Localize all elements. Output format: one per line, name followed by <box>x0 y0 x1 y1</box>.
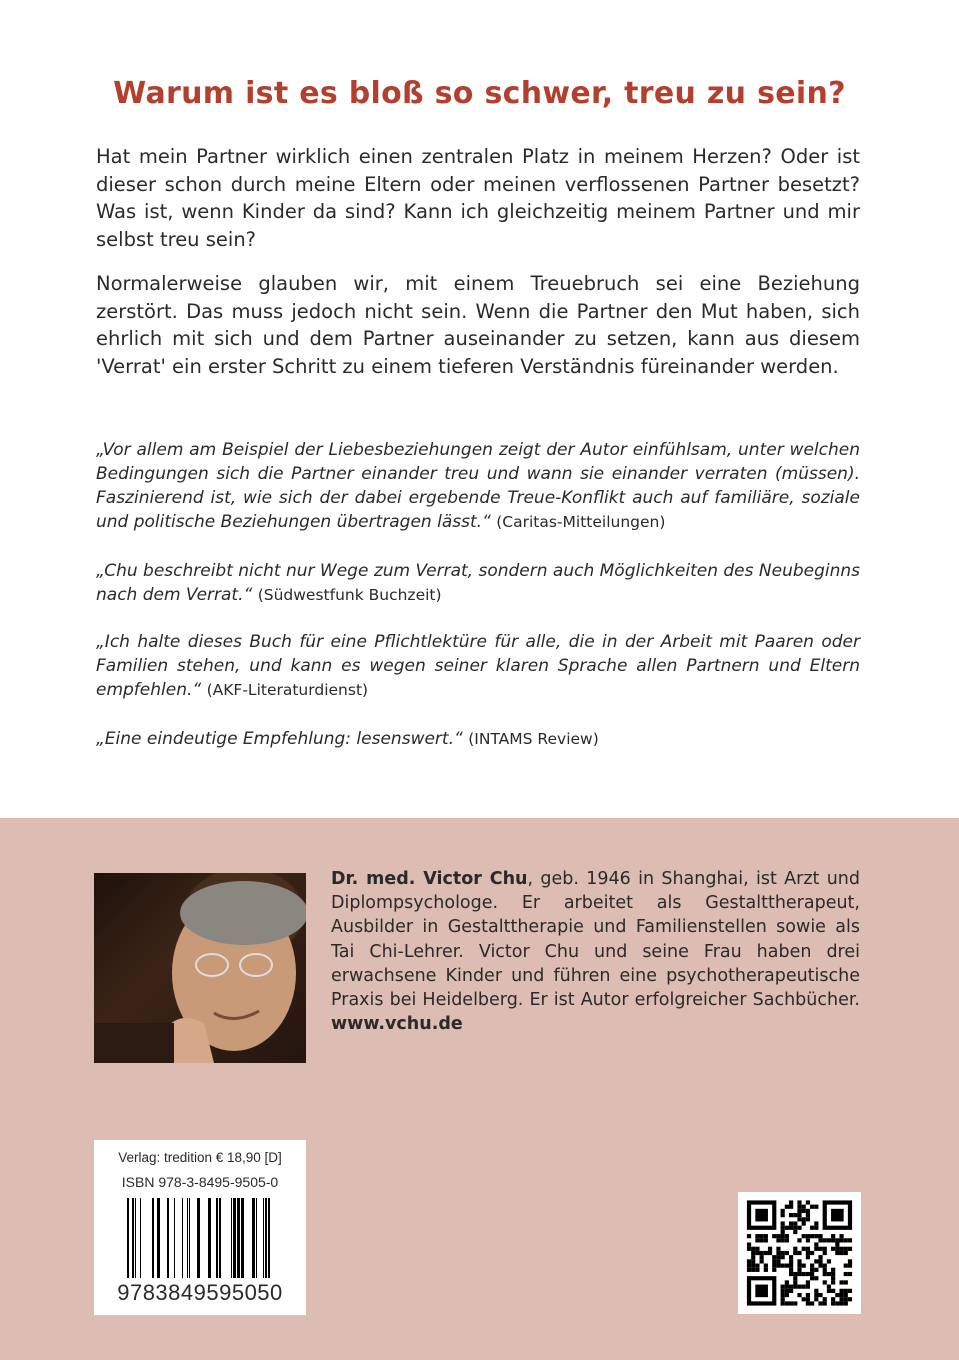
intro-paragraph-1: Hat mein Partner wirklich einen zentralen Platz in meinem Herzen? Oder ist dieser schon durch meine Eltern oder meinen verflossenen Partner besetzt? Was ist, wenn Kinder da sind? Kann ich gleichzeitig meinem Partner und mir selbst treu sein? <box>96 145 860 251</box>
qr-module <box>789 1268 793 1272</box>
qr-module <box>785 1226 789 1230</box>
qr-module <box>806 1209 810 1213</box>
qr-module <box>760 1234 764 1238</box>
qr-module <box>781 1213 785 1217</box>
qr-module <box>839 1251 843 1255</box>
qr-module <box>848 1247 852 1251</box>
qr-module <box>839 1247 843 1251</box>
qr-module <box>810 1226 814 1230</box>
qr-module <box>831 1289 835 1293</box>
qr-module <box>814 1268 818 1272</box>
qr-module <box>802 1272 806 1276</box>
qr-module <box>789 1213 793 1217</box>
quote-source: (Südwestfunk Buchzeit) <box>257 586 442 604</box>
barcode-bar <box>157 1198 160 1278</box>
quote-source: (AKF-Literaturdienst) <box>206 681 369 699</box>
qr-module <box>823 1280 827 1284</box>
qr-module <box>747 1268 751 1272</box>
qr-module <box>781 1226 785 1230</box>
qr-module <box>839 1297 843 1301</box>
qr-module <box>797 1213 801 1217</box>
barcode-bar <box>197 1198 200 1278</box>
qr-module <box>818 1264 822 1268</box>
qr-module <box>806 1213 810 1217</box>
qr-module <box>760 1251 764 1255</box>
qr-module <box>818 1255 822 1259</box>
qr-module <box>797 1205 801 1209</box>
qr-module <box>806 1285 810 1289</box>
qr-module <box>793 1226 797 1230</box>
qr-module <box>848 1264 852 1268</box>
qr-module <box>810 1264 814 1268</box>
publisher-price: Verlag: tredition € 18,90 [D] <box>118 1150 282 1165</box>
qr-module <box>751 1264 755 1268</box>
qr-module <box>831 1280 835 1284</box>
qr-module <box>802 1297 806 1301</box>
qr-module <box>764 1268 768 1272</box>
qr-module <box>848 1259 852 1263</box>
qr-module <box>789 1289 793 1293</box>
qr-module <box>802 1234 806 1238</box>
qr-module <box>810 1268 814 1272</box>
qr-module <box>797 1259 801 1263</box>
qr-module <box>814 1259 818 1263</box>
qr-module <box>781 1234 785 1238</box>
qr-module <box>848 1289 852 1293</box>
qr-module <box>760 1238 764 1242</box>
barcode-bar <box>140 1198 141 1278</box>
qr-module <box>785 1234 789 1238</box>
qr-module <box>802 1221 806 1225</box>
qr-module <box>844 1280 848 1284</box>
qr-module <box>755 1209 768 1222</box>
qr-module <box>844 1297 848 1301</box>
barcode-bar <box>265 1198 267 1278</box>
qr-module <box>810 1301 814 1305</box>
qr-module <box>802 1205 806 1209</box>
qr-module <box>806 1247 810 1251</box>
qr-module <box>839 1293 843 1297</box>
qr-module <box>755 1234 759 1238</box>
qr-module <box>839 1234 843 1238</box>
qr-module <box>785 1205 789 1209</box>
qr-module <box>760 1255 764 1259</box>
quote-text: „Vor allem am Beispiel der Liebesbeziehungen zeigt der Autor einfühlsam, unter welchen Bedingungen sich die Partner einander treu und wann sie einander verraten (müssen). Faszinierend ist, wie sich der dabei ergebende Treue-Konflikt auch auf familiäre, soziale und politische Beziehungen übertragen lässt.“ <box>96 440 860 532</box>
qr-module <box>802 1285 806 1289</box>
qr-module <box>781 1301 785 1305</box>
qr-module <box>814 1221 818 1225</box>
qr-module <box>844 1272 848 1276</box>
qr-module <box>810 1272 814 1276</box>
qr-module <box>797 1264 801 1268</box>
author-name: Dr. med. Victor Chu <box>331 869 528 889</box>
qr-module <box>806 1280 810 1284</box>
qr-module <box>768 1247 772 1251</box>
qr-module <box>844 1293 848 1297</box>
qr-module <box>818 1238 822 1242</box>
barcode-bar <box>268 1198 270 1278</box>
author-website-link[interactable]: www.vchu.de <box>331 1014 463 1035</box>
qr-module <box>806 1238 810 1242</box>
review-quote <box>96 630 860 702</box>
qr-module <box>785 1293 789 1297</box>
qr-module <box>785 1285 789 1289</box>
barcode-bar <box>152 1198 154 1278</box>
barcode-bar <box>216 1198 218 1278</box>
qr-module <box>772 1234 776 1238</box>
qr-module <box>797 1251 801 1255</box>
qr-module <box>814 1242 818 1246</box>
qr-module <box>810 1251 814 1255</box>
headline: Warum ist es bloß so schwer, treu zu sein? <box>113 76 846 111</box>
qr-module <box>747 1264 751 1268</box>
qr-module <box>827 1272 831 1276</box>
qr-module <box>776 1255 780 1259</box>
qr-module <box>755 1268 759 1272</box>
qr-module <box>772 1264 776 1268</box>
qr-module <box>814 1289 818 1293</box>
qr-module <box>789 1255 793 1259</box>
qr-module <box>785 1289 789 1293</box>
barcode-bar <box>174 1198 175 1278</box>
qr-module <box>818 1247 822 1251</box>
qr-module <box>793 1247 797 1251</box>
qr-module <box>831 1209 844 1222</box>
qr-module <box>810 1276 814 1280</box>
qr-module <box>844 1264 848 1268</box>
qr-module <box>839 1280 843 1284</box>
qr-module <box>755 1251 759 1255</box>
qr-module <box>751 1255 755 1259</box>
quote-text: „Ich halte dieses Buch für eine Pflichtlektüre für alle, die in der Arbeit mit Paaren oder Familien stehen, und kann es wegen seiner klaren Sprache allen Partnern und Eltern empfehlen.“ <box>96 632 860 700</box>
qr-module <box>806 1251 810 1255</box>
qr-module <box>781 1230 785 1234</box>
qr-module <box>806 1297 810 1301</box>
barcode-bar <box>237 1198 240 1278</box>
qr-module <box>831 1272 835 1276</box>
qr-module <box>823 1272 827 1276</box>
qr-module <box>781 1285 785 1289</box>
qr-module <box>789 1205 793 1209</box>
qr-module <box>760 1259 764 1263</box>
barcode-label <box>94 1140 306 1315</box>
barcode-bar <box>231 1198 232 1278</box>
qr-module <box>810 1234 814 1238</box>
qr-module <box>747 1234 751 1238</box>
qr-module <box>797 1293 801 1297</box>
qr-module <box>827 1289 831 1293</box>
qr-module <box>844 1247 848 1251</box>
qr-module <box>776 1251 780 1255</box>
qr-module <box>802 1264 806 1268</box>
qr-module <box>814 1205 818 1209</box>
qr-module <box>785 1264 789 1268</box>
qr-module <box>831 1238 835 1242</box>
barcode-bar <box>241 1198 244 1278</box>
review-quote <box>96 727 860 751</box>
qr-module <box>751 1247 755 1251</box>
qr-module <box>839 1289 843 1293</box>
barcode-bar <box>263 1198 264 1278</box>
qr-module <box>785 1301 789 1305</box>
qr-module <box>831 1276 835 1280</box>
barcode-bar <box>189 1198 190 1278</box>
qr-module <box>797 1238 801 1242</box>
qr-module <box>831 1301 835 1305</box>
qr-module <box>827 1285 831 1289</box>
barcode-bar <box>127 1198 129 1278</box>
isbn: ISBN 978-3-8495-9505-0 <box>121 1174 279 1190</box>
qr-module <box>793 1301 797 1305</box>
qr-module <box>802 1209 806 1213</box>
barcode-bar <box>182 1198 183 1278</box>
barcode <box>127 1198 273 1278</box>
qr-module <box>797 1217 801 1221</box>
qr-module <box>835 1238 839 1242</box>
qr-module <box>844 1251 848 1255</box>
qr-module <box>848 1272 852 1276</box>
qr-module <box>776 1264 780 1268</box>
qr-module <box>764 1264 768 1268</box>
qr-module <box>793 1221 797 1225</box>
qr-module <box>839 1238 843 1242</box>
qr-module <box>755 1285 768 1298</box>
review-quote <box>96 559 860 607</box>
intro-paragraph-2: Normalerweise glauben wir, mit einem Treuebruch sei eine Beziehung zerstört. Das muss jedoch nicht sein. Wenn die Partner den Mut haben, sich ehrlich mit sich und dem Partner auseinander zu setzen, kann aus diesem 'Verrat' ein erster Schritt zu einem tieferen Verständnis füreinander werden. <box>96 272 860 378</box>
qr-module <box>755 1247 759 1251</box>
qr-module <box>814 1276 818 1280</box>
qr-module <box>814 1234 818 1238</box>
qr-module <box>776 1259 780 1263</box>
qr-module <box>772 1255 776 1259</box>
qr-module <box>764 1234 768 1238</box>
qr-module <box>797 1209 801 1213</box>
author-bio <box>331 867 860 1036</box>
qr-module <box>781 1209 785 1213</box>
qr-module <box>781 1264 785 1268</box>
qr-module <box>835 1247 839 1251</box>
qr-module <box>781 1289 785 1293</box>
qr-module <box>823 1268 827 1272</box>
qr-module <box>823 1238 827 1242</box>
qr-module <box>797 1285 801 1289</box>
qr-module <box>785 1251 789 1255</box>
barcode-bar <box>256 1198 257 1278</box>
qr-module <box>802 1217 806 1221</box>
qr-module <box>835 1242 839 1246</box>
qr-module <box>747 1242 751 1246</box>
qr-module <box>793 1285 797 1289</box>
qr-module <box>844 1301 848 1305</box>
qr-module <box>793 1251 797 1255</box>
barcode-bar <box>167 1198 169 1278</box>
barcode-bar <box>233 1198 236 1278</box>
ean-number: 9783849595050 <box>117 1280 283 1305</box>
qr-module <box>806 1293 810 1297</box>
qr-module <box>823 1264 827 1268</box>
qr-module <box>789 1285 793 1289</box>
qr-module <box>806 1255 810 1259</box>
qr-module <box>814 1293 818 1297</box>
qr-module <box>776 1234 780 1238</box>
qr-module <box>781 1251 785 1255</box>
qr-module <box>785 1280 789 1284</box>
qr-module <box>755 1238 759 1242</box>
qr-module <box>823 1301 827 1305</box>
qr-module <box>781 1293 785 1297</box>
author-bio-text: , geb. 1946 in Shanghai, ist Arzt und Diplompsychologe. Er arbeitet als Gestalttherapeut, Ausbilder in Gestalttherapie und Familienstellen sowie als Tai Chi-Lehrer. Victor Chu und seine Frau haben drei erwachsene Kinder und führen eine psychotherapeutische Praxis bei Heidelberg. Er ist Autor erfolgreicher Sachbücher. <box>331 869 860 1011</box>
qr-module <box>831 1268 835 1272</box>
barcode-bar <box>252 1198 255 1278</box>
quote-text: „Eine eindeutige Empfehlung: lesenswert.“ <box>96 729 463 749</box>
qr-module <box>831 1234 835 1238</box>
qr-module <box>789 1264 793 1268</box>
qr-module <box>835 1293 839 1297</box>
qr-module <box>781 1238 785 1242</box>
quote-source: (Caritas-Mitteilungen) <box>496 513 666 531</box>
review-quote <box>96 438 860 534</box>
qr-module <box>789 1200 793 1204</box>
qr-module <box>751 1259 755 1263</box>
qr-code[interactable] <box>738 1192 861 1314</box>
qr-module <box>789 1221 793 1225</box>
qr-module <box>797 1226 801 1230</box>
qr-module <box>814 1297 818 1301</box>
qr-module <box>793 1272 797 1276</box>
qr-module <box>802 1247 806 1251</box>
quote-text: „Chu beschreibt nicht nur Wege zum Verrat, sondern auch Möglichkeiten des Neubeginns nach dem Verrat.“ <box>96 561 861 605</box>
quote-source: (INTAMS Review) <box>468 730 599 748</box>
qr-module <box>764 1238 768 1242</box>
barcode-bar <box>135 1198 136 1278</box>
qr-module <box>844 1289 848 1293</box>
qr-module <box>797 1272 801 1276</box>
qr-module <box>776 1247 780 1251</box>
qr-module <box>785 1238 789 1242</box>
barcode-bar <box>132 1198 134 1278</box>
barcode-bar <box>219 1198 221 1278</box>
qr-module <box>806 1272 810 1276</box>
qr-module <box>764 1251 768 1255</box>
qr-module <box>839 1301 843 1305</box>
qr-module <box>776 1238 780 1242</box>
author-photo <box>94 873 306 1063</box>
qr-module <box>835 1301 839 1305</box>
qr-module <box>823 1251 827 1255</box>
qr-module <box>827 1238 831 1242</box>
qr-module <box>823 1247 827 1251</box>
qr-module <box>793 1213 797 1217</box>
qr-module <box>793 1280 797 1284</box>
qr-module <box>848 1238 852 1242</box>
qr-module <box>797 1268 801 1272</box>
qr-module <box>806 1200 810 1204</box>
qr-module <box>818 1234 822 1238</box>
qr-module <box>747 1259 751 1263</box>
qr-module <box>806 1301 810 1305</box>
qr-module <box>772 1268 776 1272</box>
qr-module <box>797 1200 801 1204</box>
qr-module <box>789 1259 793 1263</box>
qr-module <box>823 1297 827 1301</box>
qr-module <box>827 1259 831 1263</box>
qr-module <box>768 1251 772 1255</box>
qr-module <box>751 1268 755 1272</box>
qr-module <box>751 1251 755 1255</box>
qr-module <box>793 1276 797 1280</box>
qr-module <box>831 1247 835 1251</box>
qr-module <box>831 1297 835 1301</box>
barcode-bar <box>187 1198 188 1278</box>
qr-module <box>755 1264 759 1268</box>
barcode-bar <box>208 1198 211 1278</box>
qr-module <box>806 1217 810 1221</box>
qr-module <box>810 1205 814 1209</box>
qr-module <box>835 1251 839 1255</box>
qr-module <box>781 1255 785 1259</box>
qr-module <box>814 1247 818 1251</box>
qr-module <box>818 1301 822 1305</box>
qr-module <box>844 1238 848 1242</box>
qr-module <box>781 1297 785 1301</box>
qr-module <box>789 1301 793 1305</box>
qr-module <box>789 1226 793 1230</box>
qr-module <box>818 1259 822 1263</box>
qr-module <box>747 1247 751 1251</box>
qr-module <box>818 1293 822 1297</box>
qr-module <box>793 1230 797 1234</box>
qr-module <box>781 1221 785 1225</box>
qr-module <box>772 1259 776 1263</box>
qr-module <box>806 1234 810 1238</box>
qr-module <box>814 1226 818 1230</box>
qr-module <box>848 1297 852 1301</box>
qr-module <box>789 1272 793 1276</box>
